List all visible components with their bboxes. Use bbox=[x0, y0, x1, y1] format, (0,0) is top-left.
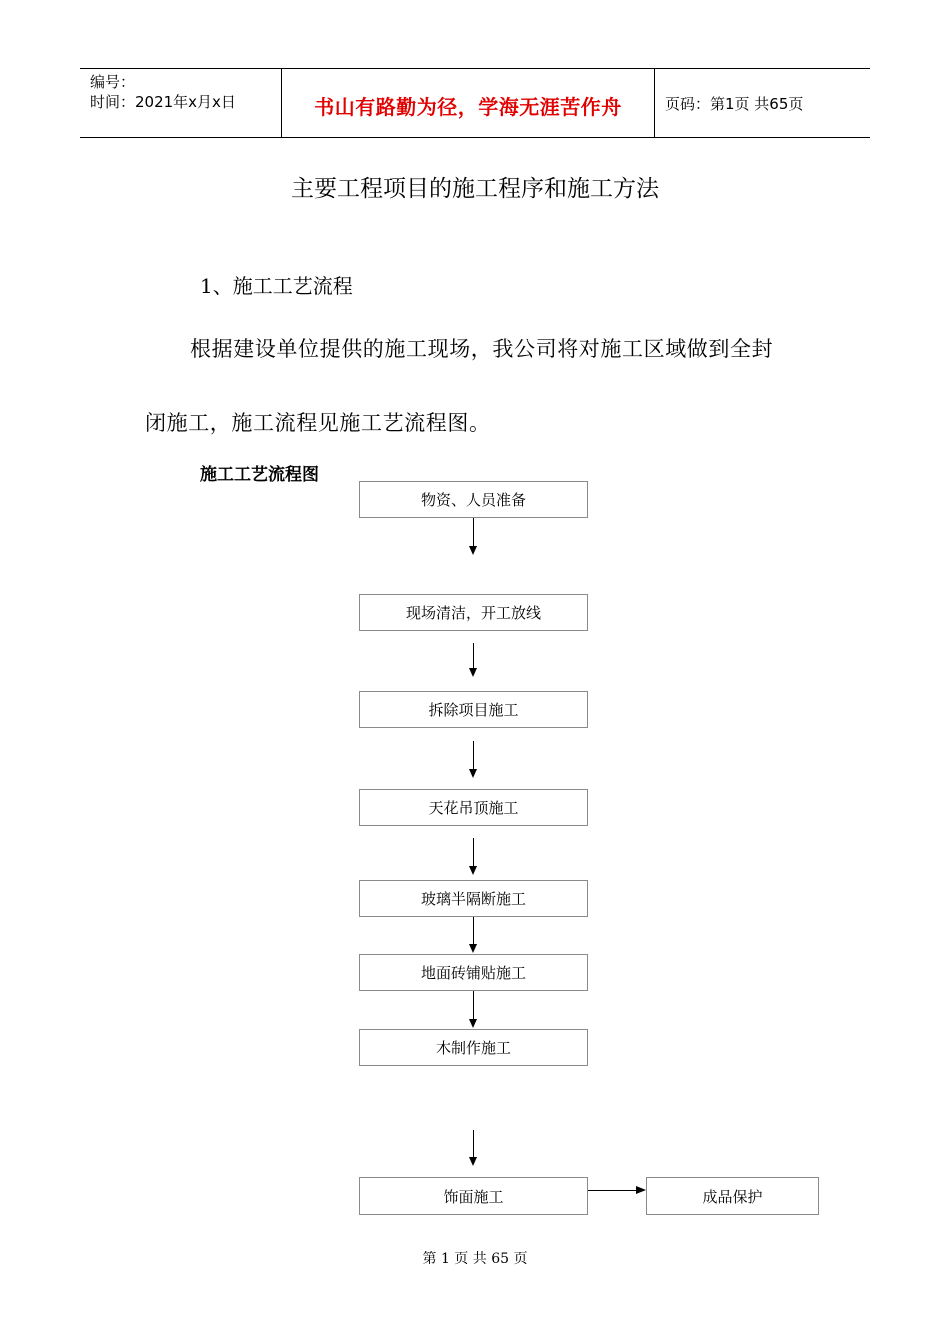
flow-step-glass-partition: 玻璃半隔断施工 bbox=[359, 880, 588, 917]
flow-connector bbox=[473, 1130, 474, 1157]
flow-step-product-protection: 成品保护 bbox=[646, 1177, 819, 1215]
section-heading: 1、施工工艺流程 bbox=[200, 274, 353, 298]
flow-connector bbox=[473, 741, 474, 769]
flow-step-prepare: 物资、人员准备 bbox=[359, 481, 588, 518]
header-motto: 书山有路勤为径，学海无涯苦作舟 bbox=[314, 95, 622, 119]
arrow-down-icon bbox=[469, 668, 477, 677]
header-page-cell bbox=[655, 69, 870, 137]
arrow-down-icon bbox=[469, 1019, 477, 1028]
header-meta-cell bbox=[80, 69, 282, 137]
flow-connector bbox=[473, 838, 474, 866]
flow-connector-horizontal bbox=[588, 1190, 636, 1191]
flow-step-site-clean: 现场清洁，开工放线 bbox=[359, 594, 588, 631]
arrow-right-icon bbox=[636, 1186, 646, 1194]
header-page-info: 页码：第1页 共65页 bbox=[665, 95, 804, 113]
arrow-down-icon bbox=[469, 1157, 477, 1166]
flow-connector bbox=[473, 643, 474, 668]
flow-step-demolition: 拆除项目施工 bbox=[359, 691, 588, 728]
document-header bbox=[80, 68, 870, 138]
flow-step-ceiling: 天花吊顶施工 bbox=[359, 789, 588, 826]
arrow-down-icon bbox=[469, 546, 477, 555]
arrow-down-icon bbox=[469, 944, 477, 953]
arrow-down-icon bbox=[469, 866, 477, 875]
arrow-down-icon bbox=[469, 769, 477, 778]
header-motto-cell bbox=[282, 69, 655, 137]
flow-connector bbox=[473, 518, 474, 546]
flow-step-woodwork: 木制作施工 bbox=[359, 1029, 588, 1066]
flow-step-floor-tile: 地面砖铺贴施工 bbox=[359, 954, 588, 991]
paragraph-line-2: 闭施工，施工流程见施工艺流程图。 bbox=[145, 411, 491, 435]
flowchart-title: 施工工艺流程图 bbox=[200, 465, 319, 485]
document-date-label: 时间：2021年x月x日 bbox=[90, 93, 236, 111]
flow-step-finishing: 饰面施工 bbox=[359, 1177, 588, 1215]
page-title: 主要工程项目的施工程序和施工方法 bbox=[291, 176, 659, 202]
flow-connector bbox=[473, 917, 474, 944]
paragraph-line-1: 根据建设单位提供的施工现场，我公司将对施工区域做到全封 bbox=[190, 337, 774, 361]
document-number-label: 编号： bbox=[90, 73, 136, 91]
page-footer: 第 1 页 共 65 页 bbox=[422, 1251, 528, 1267]
flow-connector bbox=[473, 991, 474, 1019]
